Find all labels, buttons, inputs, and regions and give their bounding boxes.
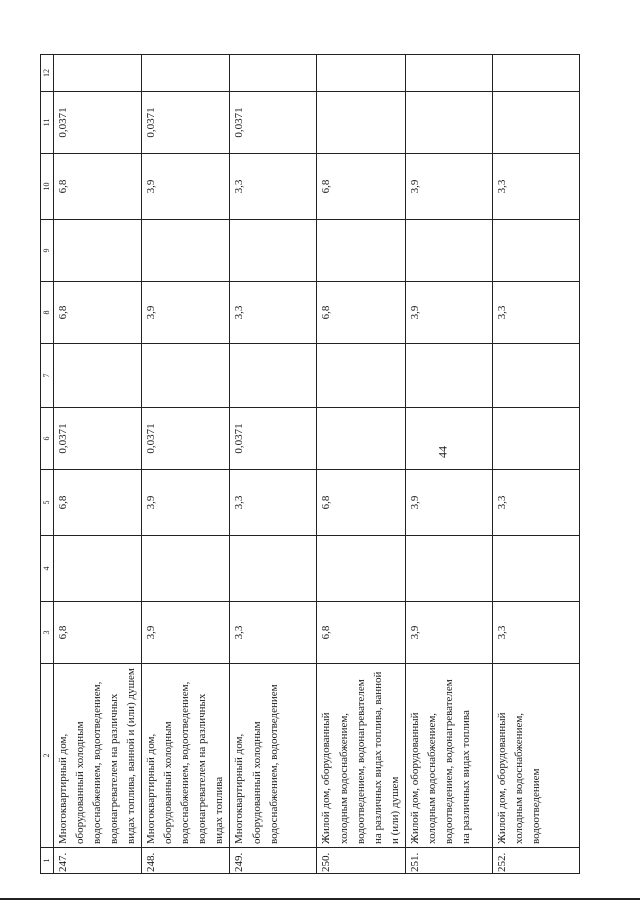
table-row — [405, 55, 492, 874]
header-cell: 6 — [41, 408, 54, 470]
cell-11 — [405, 92, 492, 154]
cell-7 — [317, 344, 405, 408]
cell-12 — [54, 55, 142, 92]
table-row — [230, 55, 317, 874]
cell-4 — [405, 536, 492, 602]
cell-5: 3,3 — [230, 470, 317, 536]
row-number: 250. — [317, 848, 405, 874]
cell-3: 3,3 — [230, 602, 317, 664]
cell-12 — [142, 55, 230, 92]
cell-11: 0,0371 — [54, 92, 142, 154]
cell-5: 3,3 — [492, 470, 579, 536]
cell-9 — [142, 220, 230, 282]
row-name: Многоквартирный дом, оборудованный холодным водоснабжением, водоотведением, водонагревателем на различных видах топлива — [142, 664, 230, 848]
row-name: Многоквартирный дом, оборудованный холодным водоснабжением, водоотведением, водонагревателем на различных видах топлива, ванной и (или) душем — [54, 664, 142, 848]
cell-9 — [405, 220, 492, 282]
cell-4 — [142, 536, 230, 602]
cell-4 — [492, 536, 579, 602]
cell-9 — [317, 220, 405, 282]
norms-table — [40, 54, 580, 874]
header-cell: 2 — [41, 664, 54, 848]
header-cell: 12 — [41, 55, 54, 92]
cell-7 — [142, 344, 230, 408]
cell-10: 6,8 — [54, 154, 142, 220]
cell-4 — [317, 536, 405, 602]
cell-5: 3,9 — [405, 470, 492, 536]
row-number: 252. — [492, 848, 579, 874]
row-number: 247. — [54, 848, 142, 874]
table-row — [317, 55, 405, 874]
table-row — [492, 55, 579, 874]
header-cell: 8 — [41, 282, 54, 344]
row-number: 248. — [142, 848, 230, 874]
table-row — [54, 55, 142, 874]
cell-9 — [230, 220, 317, 282]
cell-4 — [54, 536, 142, 602]
header-cell: 11 — [41, 92, 54, 154]
cell-8: 3,9 — [142, 282, 230, 344]
cell-11: 0,0371 — [230, 92, 317, 154]
cell-7 — [492, 344, 579, 408]
row-name: Многоквартирный дом, оборудованный холодным водоснабжением, водоотведением — [230, 664, 317, 848]
cell-11 — [317, 92, 405, 154]
cell-10: 3,3 — [492, 154, 579, 220]
cell-7 — [405, 344, 492, 408]
rotated-table-container — [40, 55, 577, 874]
row-name: Жилой дом, оборудованный холодным водоснабжением, водоотведением, водонагревателем на различных видах топлива, ванной и (или) душем — [317, 664, 405, 848]
cell-8: 3,3 — [230, 282, 317, 344]
cell-8: 6,8 — [317, 282, 405, 344]
row-name: Жилой дом, оборудованный холодным водоснабжением, водоотведением, водонагревателем на различных видах топлива — [405, 664, 492, 848]
row-number: 249. — [230, 848, 317, 874]
cell-10: 3,3 — [230, 154, 317, 220]
cell-6: 0,0371 — [142, 408, 230, 470]
cell-11: 0,0371 — [142, 92, 230, 154]
header-cell: 9 — [41, 220, 54, 282]
cell-3: 3,3 — [492, 602, 579, 664]
row-name: Жилой дом, оборудованный холодным водоснабжением, водоотведением — [492, 664, 579, 848]
cell-10: 6,8 — [317, 154, 405, 220]
cell-9 — [492, 220, 579, 282]
table-row — [142, 55, 230, 874]
header-cell: 7 — [41, 344, 54, 408]
header-cell: 4 — [41, 536, 54, 602]
header-cell: 1 — [41, 848, 54, 874]
cell-11 — [492, 92, 579, 154]
header-cell: 10 — [41, 154, 54, 220]
page-number: 44 — [435, 446, 450, 458]
cell-8: 3,3 — [492, 282, 579, 344]
cell-3: 6,8 — [317, 602, 405, 664]
header-row — [41, 55, 54, 874]
cell-6 — [317, 408, 405, 470]
cell-5: 6,8 — [317, 470, 405, 536]
cell-3: 3,9 — [405, 602, 492, 664]
cell-6: 0,0371 — [230, 408, 317, 470]
cell-6: 0,0371 — [54, 408, 142, 470]
header-cell: 3 — [41, 602, 54, 664]
cell-6 — [405, 408, 492, 470]
cell-7 — [54, 344, 142, 408]
cell-7 — [230, 344, 317, 408]
cell-12 — [230, 55, 317, 92]
cell-10: 3,9 — [405, 154, 492, 220]
header-cell: 5 — [41, 470, 54, 536]
row-number: 251. — [405, 848, 492, 874]
cell-4 — [230, 536, 317, 602]
cell-3: 3,9 — [142, 602, 230, 664]
cell-12 — [405, 55, 492, 92]
bottom-border-line — [0, 898, 640, 900]
cell-8: 6,8 — [54, 282, 142, 344]
cell-3: 6,8 — [54, 602, 142, 664]
cell-5: 3,9 — [142, 470, 230, 536]
cell-10: 3,9 — [142, 154, 230, 220]
cell-12 — [317, 55, 405, 92]
cell-8: 3,9 — [405, 282, 492, 344]
cell-12 — [492, 55, 579, 92]
cell-9 — [54, 220, 142, 282]
cell-6 — [492, 408, 579, 470]
cell-5: 6,8 — [54, 470, 142, 536]
